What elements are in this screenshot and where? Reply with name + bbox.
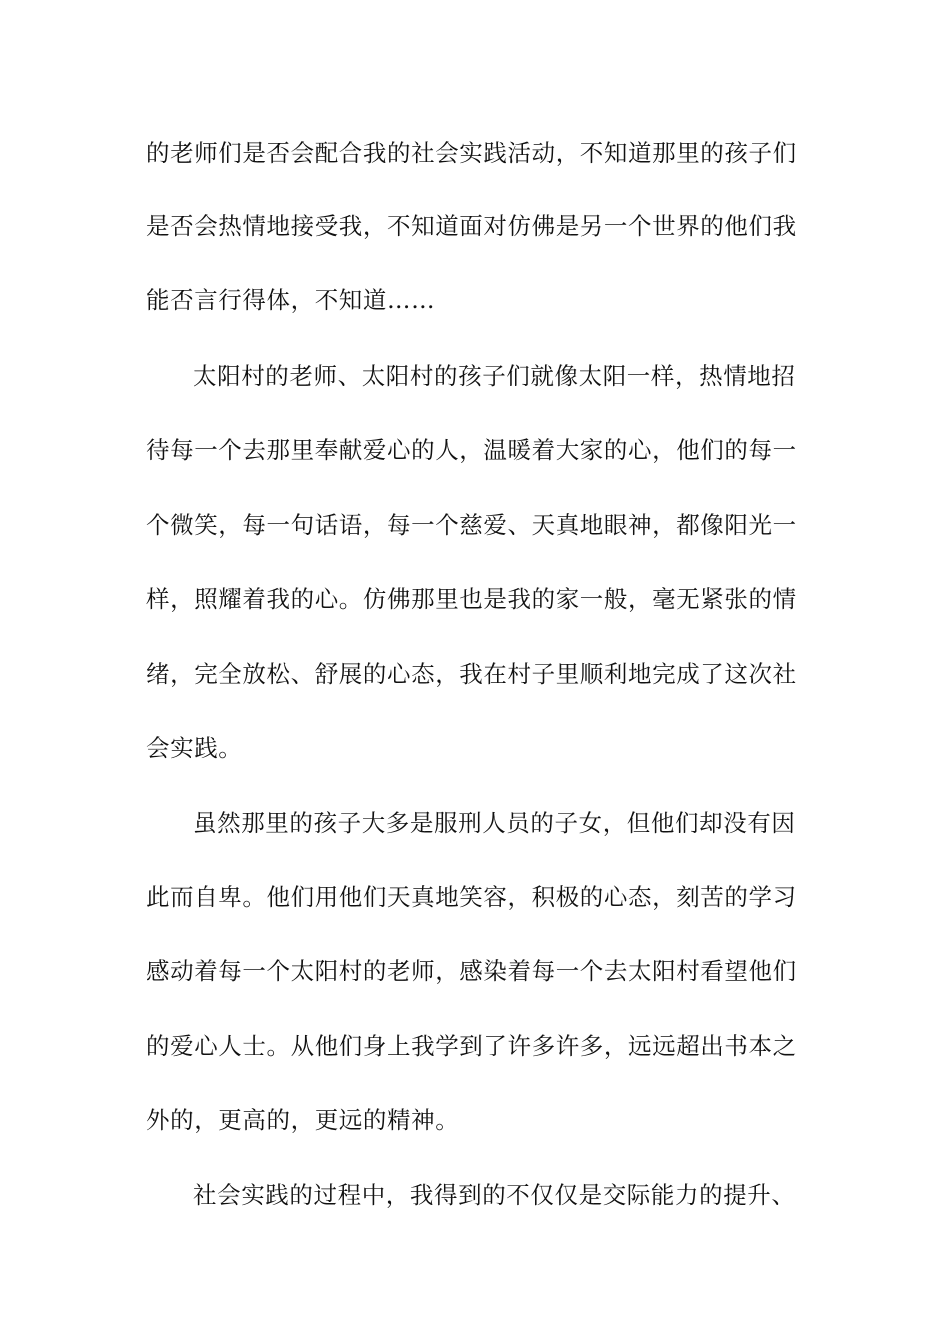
text-line: 感动着每一个太阳村的老师，感染着每一个去太阳村看望他们 [146, 957, 797, 985]
text-line: 的爱心人士。从他们身上我学到了许多许多，远远超出书本之 [146, 1032, 797, 1060]
text-line: 的老师们是否会配合我的社会实践活动，不知道那里的孩子们 [146, 139, 797, 167]
paragraph-first-line: 太阳村的老师、太阳村的孩子们就像太阳一样，热情地招 [193, 362, 796, 390]
paragraph-first-line: 社会实践的过程中，我得到的不仅仅是交际能力的提升、 [193, 1181, 796, 1209]
text-line: 是否会热情地接受我，不知道面对仿佛是另一个世界的他们我 [146, 212, 797, 240]
text-line: 会实践。 [146, 734, 243, 762]
text-line: 个微笑，每一句话语，每一个慈爱、天真地眼神，都像阳光一 [146, 511, 797, 539]
text-line: 绪，完全放松、舒展的心态，我在村子里顺利地完成了这次社 [146, 660, 797, 688]
text-line: 能否言行得体，不知道…… [146, 286, 436, 314]
text-line: 外的，更高的，更远的精神。 [146, 1106, 460, 1134]
text-line: 待每一个去那里奉献爱心的人，温暖着大家的心，他们的每一 [146, 436, 797, 464]
text-line: 样，照耀着我的心。仿佛那里也是我的家一般，毫无紧张的情 [146, 585, 797, 613]
text-line: 此而自卑。他们用他们天真地笑容，积极的心态，刻苦的学习 [146, 883, 797, 911]
paragraph-first-line: 虽然那里的孩子大多是服刑人员的子女，但他们却没有因 [193, 809, 796, 837]
